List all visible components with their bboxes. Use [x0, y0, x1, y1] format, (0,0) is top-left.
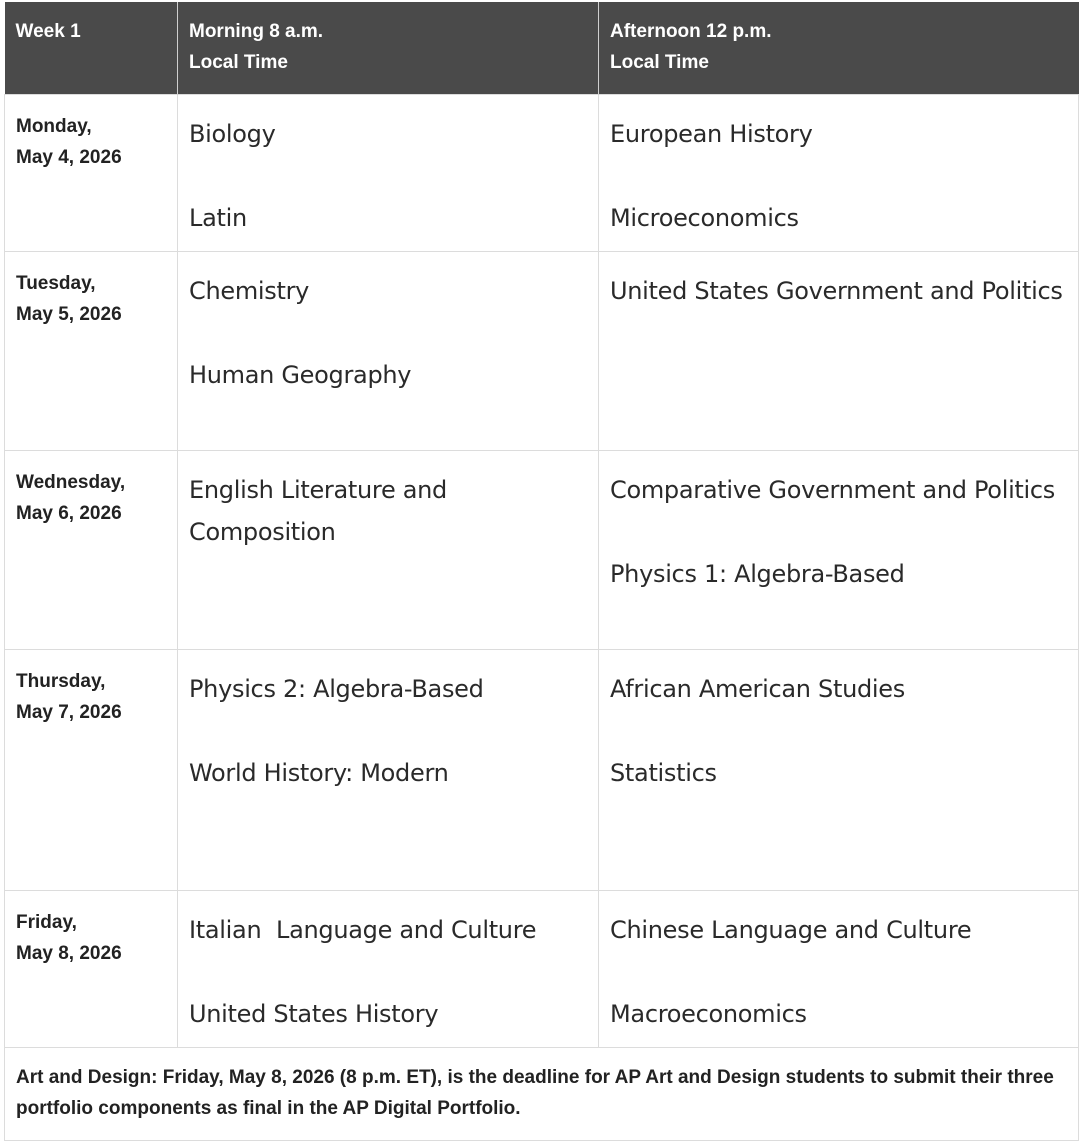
exam-name: Physics 1: Algebra-Based	[610, 560, 905, 588]
exam-name: Latin	[189, 204, 247, 232]
exam-name: World History: Modern	[189, 759, 449, 787]
date-label: May 5, 2026	[16, 304, 122, 325]
afternoon-exams-cell	[599, 650, 1079, 891]
morning-exams-cell	[178, 891, 599, 1048]
date-label: May 4, 2026	[16, 147, 122, 168]
morning-exams-cell	[178, 95, 599, 252]
morning-local-time-label: Local Time	[189, 52, 288, 73]
day-cell	[5, 650, 178, 891]
weekday-label: Friday,	[16, 912, 77, 933]
table-row	[5, 650, 1079, 891]
afternoon-header	[599, 2, 1079, 95]
table-row	[5, 95, 1079, 252]
exam-name: African American Studies	[610, 675, 905, 703]
morning-exams-cell	[178, 650, 599, 891]
morning-header	[178, 2, 599, 95]
art-and-design-note: Art and Design: Friday, May 8, 2026 (8 p.m. ET), is the deadline for AP Art and Design students to submit their three portfolio components as final in the AP Digital Portfolio.	[5, 1048, 1079, 1141]
exam-schedule-table	[4, 2, 1079, 1141]
day-cell	[5, 891, 178, 1048]
exam-name: Human Geography	[189, 361, 412, 389]
weekday-label: Wednesday,	[16, 472, 126, 493]
table-body	[5, 95, 1079, 1141]
table-header	[5, 2, 1079, 95]
morning-exams-cell	[178, 252, 599, 451]
afternoon-exams-cell	[599, 451, 1079, 650]
afternoon-local-time-label: Local Time	[610, 52, 709, 73]
afternoon-time-label: Afternoon 12 p.m.	[610, 21, 772, 42]
exam-name: Chinese Language and Culture	[610, 916, 972, 944]
exam-name: United States Government and Politics	[610, 277, 1063, 305]
art-and-design-note-row	[5, 1048, 1079, 1141]
exam-name: Chemistry	[189, 277, 310, 305]
date-label: May 8, 2026	[16, 943, 122, 964]
exam-name: Macroeconomics	[610, 1000, 807, 1028]
day-cell	[5, 252, 178, 451]
table-row	[5, 252, 1079, 451]
weekday-label: Tuesday,	[16, 273, 96, 294]
afternoon-exams-cell	[599, 95, 1079, 252]
day-cell	[5, 95, 178, 252]
exam-name: English Literature and Composition	[189, 476, 447, 546]
week-header	[5, 2, 178, 95]
weekday-label: Monday,	[16, 116, 92, 137]
week-label: Week 1	[15, 21, 81, 42]
day-cell	[5, 451, 178, 650]
header-row	[5, 2, 1079, 95]
exam-name: Statistics	[610, 759, 717, 787]
exam-name: European History	[610, 120, 813, 148]
date-label: May 7, 2026	[16, 702, 122, 723]
morning-exams-cell	[178, 451, 599, 650]
exam-name: Italian Language and Culture	[189, 916, 537, 944]
date-label: May 6, 2026	[16, 503, 122, 524]
exam-name: Physics 2: Algebra-Based	[189, 675, 484, 703]
morning-time-label: Morning 8 a.m.	[189, 21, 324, 42]
table-row	[5, 891, 1079, 1048]
exam-name: Biology	[189, 120, 276, 148]
exam-name: Comparative Government and Politics	[610, 476, 1056, 504]
afternoon-exams-cell	[599, 891, 1079, 1048]
afternoon-exams-cell	[599, 252, 1079, 451]
exam-name: United States History	[189, 1000, 439, 1028]
exam-name: Microeconomics	[610, 204, 799, 232]
weekday-label: Thursday,	[16, 671, 106, 692]
table-row	[5, 451, 1079, 650]
